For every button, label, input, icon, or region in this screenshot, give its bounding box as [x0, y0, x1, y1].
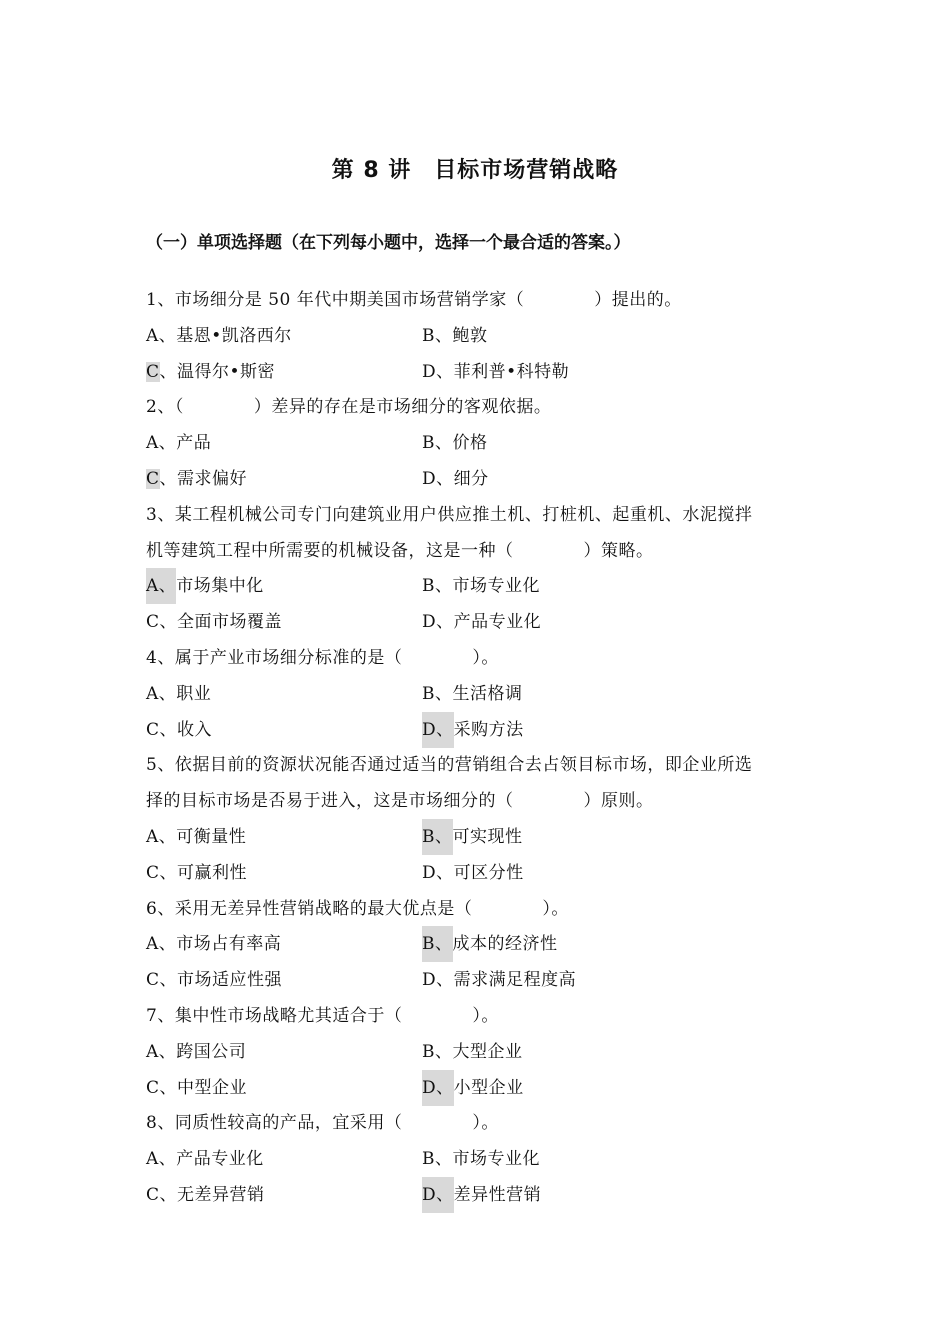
option-letter: C、 [146, 720, 178, 740]
option-letter: B、 [422, 684, 453, 704]
option-text: 产品 [176, 433, 212, 453]
option-letter: A、 [146, 568, 176, 604]
option-text: 产品专业化 [453, 612, 542, 632]
question-6-option-a [146, 926, 281, 962]
option-text: 可区分性 [453, 863, 524, 883]
question-4-text: 4、属于产业市场细分标准的是（ ）。 [146, 648, 499, 668]
option-text: 产品专业化 [176, 1149, 264, 1169]
option-text: 菲利普•科特勒 [453, 362, 570, 382]
question-6-option-d [422, 962, 576, 998]
option-letter: C、 [146, 469, 178, 489]
option-text: 成本的经济性 [452, 934, 558, 954]
question-1-text: 1、市场细分是 50 年代中期美国市场营销学家（ ）提出的。 [146, 290, 682, 310]
option-letter: B、 [422, 1042, 453, 1062]
question-8-text: 8、同质性较高的产品，宜采用（ ）。 [146, 1113, 499, 1133]
question-2-option-b [422, 425, 488, 461]
option-text: 差异性营销 [453, 1185, 542, 1205]
option-text: 市场专业化 [452, 576, 540, 596]
option-letter: A、 [146, 1042, 177, 1062]
option-letter: C、 [146, 1078, 178, 1098]
option-letter: A、 [146, 684, 177, 704]
question-1-option-d [422, 354, 569, 390]
option-letter: C、 [146, 612, 178, 632]
option-text: 市场适应性强 [177, 970, 283, 990]
question-8-option-b [422, 1141, 540, 1177]
option-letter: C、 [146, 970, 178, 990]
option-text: 鲍敦 [452, 326, 488, 346]
question-5-option-d [422, 855, 524, 891]
question-5-option-b [422, 819, 523, 855]
option-text: 可赢利性 [177, 863, 248, 883]
option-letter: D、 [422, 1070, 454, 1106]
question-7-option-d [422, 1070, 524, 1106]
option-text: 市场占有率高 [176, 934, 282, 954]
question-4-option-d [422, 712, 524, 748]
option-text: 细分 [453, 469, 489, 489]
option-text: 中型企业 [177, 1078, 248, 1098]
question-8-option-a [146, 1141, 264, 1177]
question-7-option-a [146, 1034, 246, 1070]
question-7-option-c [146, 1070, 247, 1106]
option-text: 可实现性 [452, 827, 523, 847]
option-text: 跨国公司 [176, 1042, 247, 1062]
option-text: 市场集中化 [176, 576, 264, 596]
option-text: 可衡量性 [176, 827, 247, 847]
question-3-text: 机等建筑工程中所需要的机械设备，这是一种（ ）策略。 [146, 541, 654, 561]
option-letter: B、 [422, 576, 453, 596]
question-4-option-b [422, 676, 523, 712]
option-letter: B、 [422, 819, 453, 855]
page-title: 第 8 讲 目标市场营销战略 [331, 158, 619, 183]
option-letter: D、 [422, 469, 454, 489]
option-letter: A、 [146, 827, 177, 847]
option-text: 大型企业 [452, 1042, 523, 1062]
option-text: 基恩•凯洛西尔 [176, 326, 292, 346]
question-7-option-b [422, 1034, 523, 1070]
option-text: 价格 [452, 433, 488, 453]
option-letter: D、 [422, 863, 454, 883]
option-text: 市场专业化 [452, 1149, 540, 1169]
question-5-option-c [146, 855, 247, 891]
section-heading: （一）单项选择题（在下列每小题中，选择一个最合适的答案。） [146, 233, 631, 253]
question-5-option-a [146, 819, 246, 855]
option-letter: C、 [146, 1185, 178, 1205]
option-letter: A、 [146, 326, 177, 346]
question-5-text: 5、依据目前的资源状况能否通过适当的营销组合去占领目标市场，即企业所选 [146, 755, 753, 775]
question-6-option-b [422, 926, 558, 962]
question-2-text: 2、（ ）差异的存在是市场细分的客观依据。 [146, 397, 552, 417]
question-3-option-a [146, 568, 264, 604]
question-3-option-b [422, 568, 540, 604]
option-letter: D、 [422, 712, 454, 748]
question-4-option-c [146, 712, 212, 748]
option-letter: A、 [146, 934, 177, 954]
option-letter: B、 [422, 1149, 453, 1169]
question-3-option-d [422, 604, 541, 640]
question-1-option-b [422, 318, 488, 354]
question-4-option-a [146, 676, 211, 712]
question-5-text: 择的目标市场是否易于进入，这是市场细分的（ ）原则。 [146, 791, 654, 811]
option-text: 温得尔•斯密 [177, 362, 276, 382]
question-3-option-c [146, 604, 282, 640]
option-text: 无差异营销 [177, 1185, 265, 1205]
question-2-option-c [146, 461, 247, 497]
option-letter: B、 [422, 926, 453, 962]
option-letter: C、 [146, 362, 178, 382]
option-letter: B、 [422, 326, 453, 346]
option-letter: C、 [146, 863, 178, 883]
option-letter: D、 [422, 612, 454, 632]
option-text: 采购方法 [453, 720, 524, 740]
option-letter: A、 [146, 433, 177, 453]
question-3-text: 3、某工程机械公司专门向建筑业用户供应推土机、打桩机、起重机、水泥搅拌 [146, 505, 753, 525]
option-text: 全面市场覆盖 [177, 612, 283, 632]
question-1-option-a [146, 318, 292, 354]
option-text: 生活格调 [452, 684, 523, 704]
option-letter: D、 [422, 970, 454, 990]
question-1-option-c [146, 354, 275, 390]
question-7-text: 7、集中性市场战略尤其适合于（ ）。 [146, 1006, 499, 1026]
option-text: 收入 [177, 720, 213, 740]
option-letter: D、 [422, 1177, 454, 1213]
option-text: 需求偏好 [177, 469, 248, 489]
question-6-option-c [146, 962, 282, 998]
question-6-text: 6、采用无差异性营销战略的最大优点是（ ）。 [146, 899, 569, 919]
question-2-option-a [146, 425, 211, 461]
question-8-option-c [146, 1177, 265, 1213]
option-text: 职业 [176, 684, 212, 704]
option-text: 小型企业 [453, 1078, 524, 1098]
option-letter: A、 [146, 1149, 177, 1169]
option-letter: D、 [422, 362, 454, 382]
question-2-option-d [422, 461, 489, 497]
option-text: 需求满足程度高 [453, 970, 577, 990]
option-letter: B、 [422, 433, 453, 453]
question-8-option-d [422, 1177, 541, 1213]
